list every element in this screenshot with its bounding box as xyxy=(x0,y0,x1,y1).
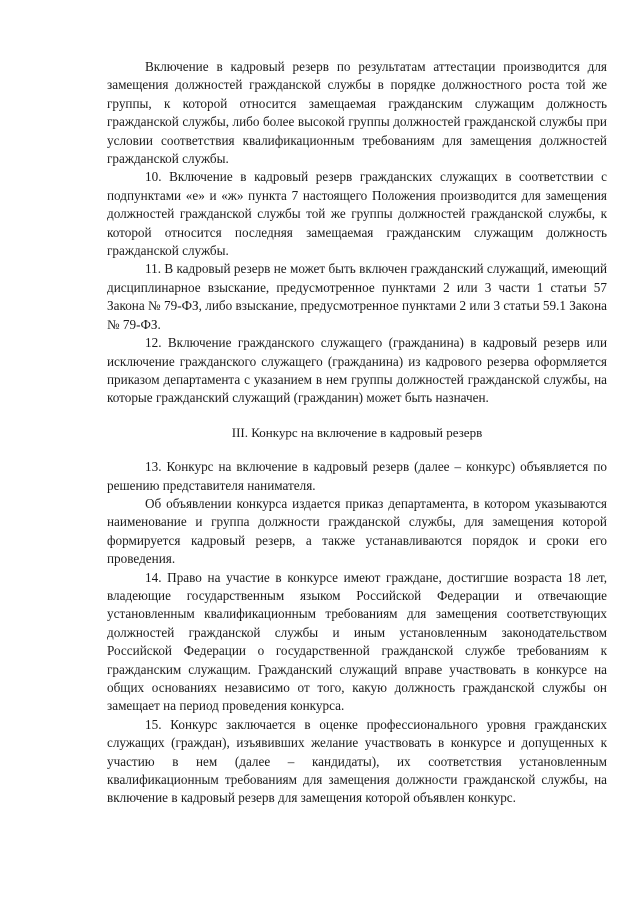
paragraph-14: 14. Право на участие в конкурсе имеют граждане, достигшие возраста 18 лет, владеющие государственным языком Российской Федерации и отвечающие установленным квалификационным требованиям для замещения соответствующих должностей гражданской службы и иным установленным законодательством Российской Федерации о государственной гражданской службе требованиям к гражданским служащим. Гражданский служащий вправе участвовать в конкурсе на общих основаниях независимо от того, какую должность гражданской службы он замещает на период проведения конкурса. xyxy=(107,569,607,714)
paragraph-contest-announcement: Об объявлении конкурса издается приказ департамента, в котором указываются наименование и группа должности гражданской службы, для замещения которой формируется кадровый резерв, а также устанавливаются порядок и сроки его проведения. xyxy=(107,495,607,567)
paragraph-13: 13. Конкурс на включение в кадровый резерв (далее – конкурс) объявляется по решению представителя нанимателя. xyxy=(107,459,607,493)
paragraph-12: 12. Включение гражданского служащего (гражданина) в кадровый резерв или исключение гражданского служащего (гражданина) из кадрового резерва оформляется приказом департамента с указанием в нем группы должностей гражданской службы, на которые гражданский служащий (гражданин) может быть назначен. xyxy=(107,335,607,406)
paragraph-10: 10. Включение в кадровый резерв гражданских служащих в соответствии с подпунктами «е» и «ж» пункта 7 настоящего Положения производится для замещения должностей гражданской службы той же группы должностей гражданской службы, к которой относится последняя замещаемая гражданским служащим должность гражданской службы. xyxy=(107,169,607,259)
document-body xyxy=(107,58,607,808)
paragraph-15: 15. Конкурс заключается в оценке профессионального уровня гражданских служащих (граждан), изъявивших желание участвовать в конкурсе и допущенных к участию в нем (далее – кандидаты), их соответствия установленным квалификационным требованиям для замещения должности гражданской службы, на включение в кадровый резерв для замещения которой объявлен конкурс. xyxy=(107,716,607,806)
section-heading: III. Конкурс на включение в кадровый резерв xyxy=(231,424,483,440)
paragraph-attestation-reserve: Включение в кадровый резерв по результатам аттестации производится для замещения должностей гражданской службы в порядке должностного роста той же группы, к которой относится замещаемая гражданским служащим должность гражданской службы, либо более высокой группы должностей гражданской службы при условии соответствия квалификационным требованиям для замещения должностей гражданской службы. xyxy=(107,59,607,167)
paragraph-11: 11. В кадровый резерв не может быть включен гражданский служащий, имеющий дисциплинарное взыскание, предусмотренное пунктами 2 или 3 части 1 статьи 57 Закона № 79-ФЗ, либо взыскание, предусмотренное пунктами 2 или 3 статьи 59.1 Закона № 79-ФЗ. xyxy=(107,261,607,332)
